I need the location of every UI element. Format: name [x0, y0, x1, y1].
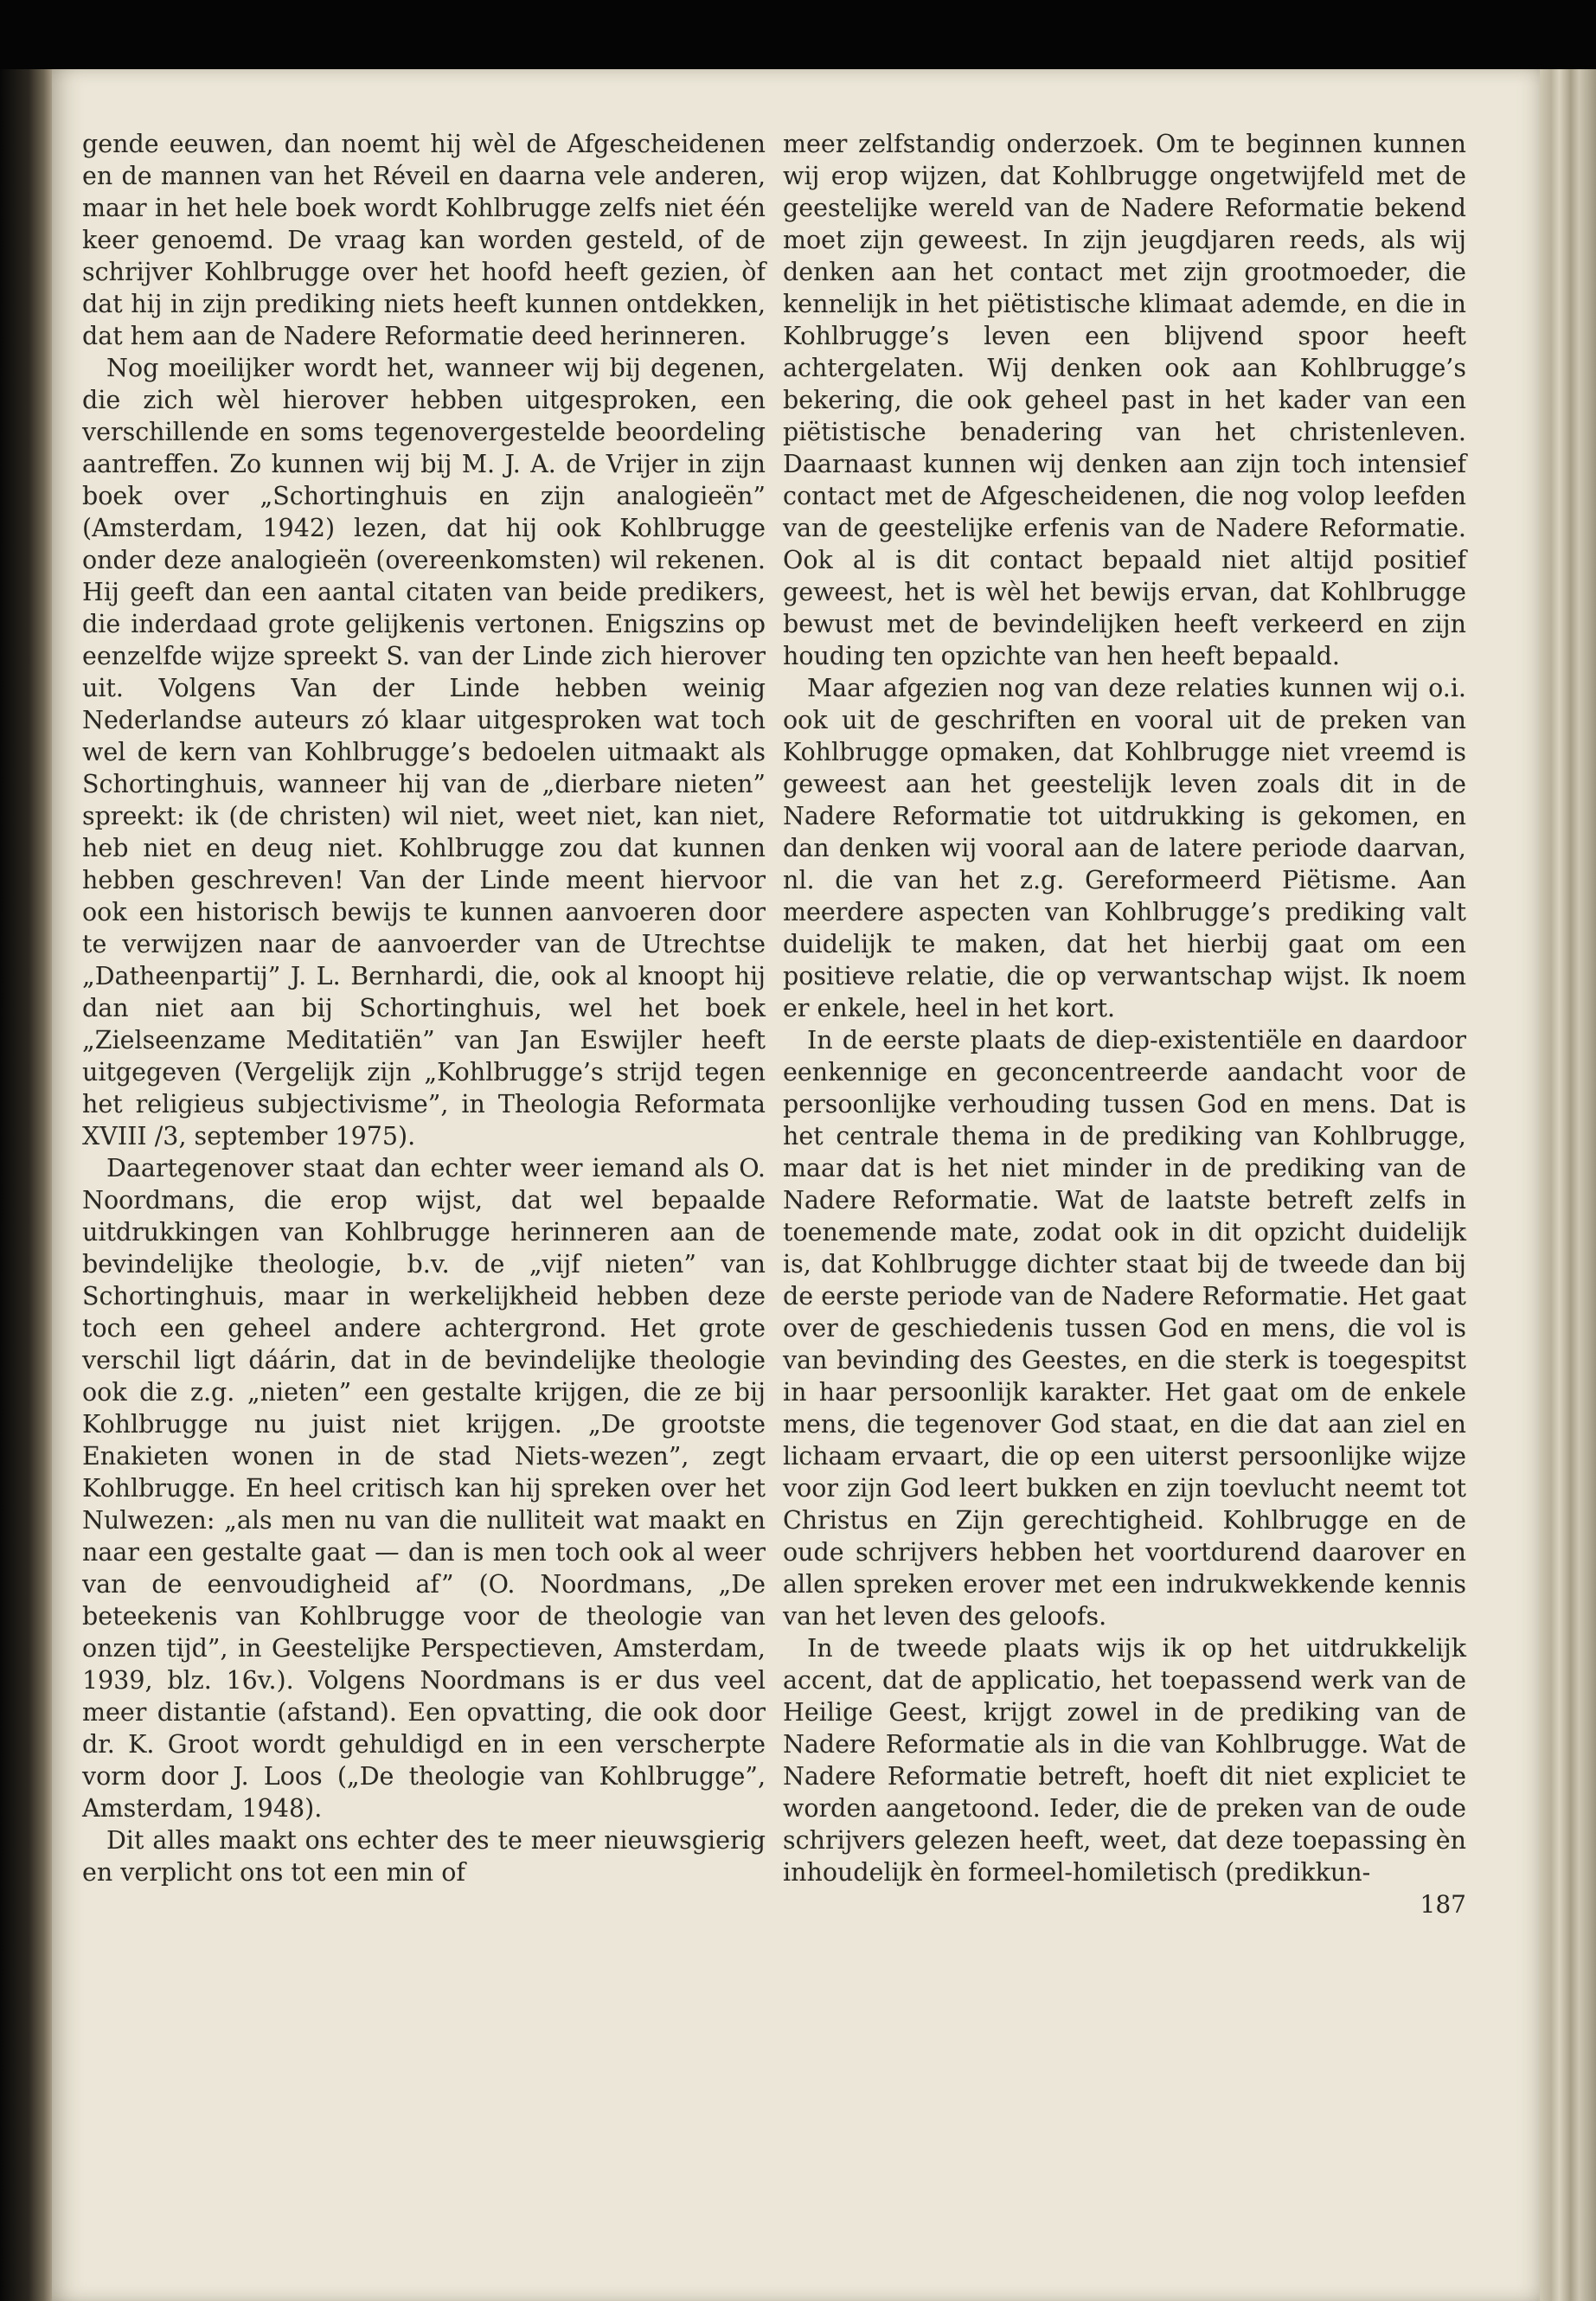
left-paragraph-2: Nog moeilijker wordt het, wanneer wij bij degenen, die zich wèl hierover hebben uitgesproken, een verschillende en soms tegenovergestelde beoordeling aantreffen. Zo kunnen wij bij M. J. A. de Vrijer in zijn boek over „Schortinghuis en zijn analogieën” (Amsterdam, 1942) lezen, dat hij ook Kohlbrugge onder deze analogieën (overeenkomsten) wil rekenen. Hij geeft dan een aantal citaten van beide predikers, die inderdaad grote gelijkenis vertonen. Enigszins op eenzelfde wijze spreekt S. van der Linde zich hierover uit. Volgens Van der Linde hebben weinig Nederlandse auteurs zó klaar uitgesproken wat toch wel de kern van Kohlbrugge’s bedoelen uitmaakt als Schortinghuis, wanneer hij van de „dierbare nieten” spreekt: ik (de christen) wil niet, weet niet, kan niet, heb niet en deug niet. Kohlbrugge zou dat kunnen hebben geschreven! Van der Linde meent hiervoor ook een historisch bewijs te kunnen aanvoeren door te verwijzen naar de aanvoerder van de Utrechtse „Datheenpartij” J. L. Bernhardi, die, ook al knoopt hij dan niet aan bij Schortinghuis, wel het boek „Zielseenzame Meditatiën” van Jan Eswijler heeft uitgegeven (Vergelijk zijn „Kohlbrugge’s strijd tegen het religieus subjectivisme”, in Theologia Reformata XVIII /3, september 1975). [82, 354, 766, 1150]
right-column [783, 128, 1466, 1923]
right-paragraph-3: In de eerste plaats de diep-existentiële en daardoor eenkennige en geconcentreerde aandacht voor de persoonlijke verhouding tussen God en mens. Dat is het centrale thema in de prediking van Kohlbrugge, maar dat is het niet minder in de prediking van de Nadere Reformatie. Wat de laatste betreft zelfs in toenemende mate, zodat ook in dit opzicht duidelijk is, dat Kohlbrugge dichter staat bij de tweede dan bij de eerste periode van de Nadere Reformatie. Het gaat over de geschiedenis tussen God en mens, die vol is van bevinding des Geestes, en die sterk is toegespitst in haar persoonlijk karakter. Het gaat om de enkele mens, die tegenover God staat, en die dat aan ziel en lichaam ervaart, die op een uiterst persoonlijke wijze voor zijn God leert bukken en zijn toevlucht neemt tot Christus en Zijn gerechtigheid. Kohlbrugge en de oude schrijvers hebben het voortdurend daarover en allen spreken erover met een indrukwekkende kennis van het leven des geloofs. [783, 1026, 1466, 1631]
left-paragraph-1: gende eeuwen, dan noemt hij wèl de Afgescheidenen en de mannen van het Réveil en daarna vele anderen, maar in het hele boek wordt Kohlbrugge zelfs niet één keer genoemd. De vraag kan worden gesteld, of de schrijver Kohlbrugge over het hoofd heeft gezien, òf dat hij in zijn prediking niets heeft kunnen ontdekken, dat hem aan de Nadere Reformatie deed herinneren. [82, 130, 766, 350]
page-number: 187 [1420, 1890, 1466, 1919]
page-edges [1540, 69, 1596, 2301]
right-paragraph-1: meer zelfstandig onderzoek. Om te beginnen kunnen wij erop wijzen, dat Kohlbrugge ongetwijfeld met de geestelijke wereld van de Nadere Reformatie bekend moet zijn geweest. In zijn jeugdjaren reeds, als wij denken aan het contact met zijn grootmoeder, die kennelijk in het piëtistische klimaat ademde, en die in Kohlbrugge’s leven een blijvend spoor heeft achtergelaten. Wij denken ook aan Kohlbrugge’s bekering, die ook geheel past in het kader van een piëtistische benadering van het christenleven. Daarnaast kunnen wij denken aan zijn toch intensief contact met de Afgescheidenen, die nog volop leefden van de geestelijke erfenis van de Nadere Reformatie. Ook al is dit contact bepaald niet altijd positief geweest, het is wèl het bewijs ervan, dat Kohlbrugge bewust met de bevindelijken heeft verkeerd en zijn houding ten opzichte van hen heeft bepaald. [783, 130, 1466, 670]
scan-top-border [0, 0, 1596, 69]
book-page [52, 69, 1540, 2301]
left-paragraph-4: Dit alles maakt ons echter des te meer nieuwsgierig en verplicht ons tot een min of [82, 1826, 766, 1887]
left-paragraph-3: Daartegenover staat dan echter weer iemand als O. Noordmans, die erop wijst, dat wel bepaalde uitdrukkingen van Kohlbrugge herinneren aan de bevindelijke theologie, b.v. de „vijf nieten” van Schortinghuis, maar in werkelijkheid hebben deze toch een geheel andere achtergrond. Het grote verschil ligt dáárin, dat in de bevindelijke theologie ook die z.g. „nieten” een gestalte krijgen, die ze bij Kohlbrugge nu juist niet krijgen. „De grootste Enakieten wonen in de stad Niets-wezen”, zegt Kohlbrugge. En heel critisch kan hij spreken over het Nulwezen: „als men nu van die nulliteit wat maakt en naar een gestalte gaat — dan is men toch ook al weer van de eenvoudigheid af” (O. Noordmans, „De beteekenis van Kohlbrugge voor de theologie van onzen tijd”, in Geestelijke Perspectieven, Amsterdam, 1939, blz. 16v.). Volgens Noordmans is er dus veel meer distantie (afstand). Een opvatting, die ook door dr. K. Groot wordt gehuldigd en in een verscherpte vorm door J. Loos („De theologie van Kohlbrugge”, Amsterdam, 1948). [82, 1154, 766, 1823]
left-column [82, 128, 766, 1888]
right-paragraph-4: In de tweede plaats wijs ik op het uitdrukkelijk accent, dat de applicatio, het toepassend werk van de Heilige Geest, krijgt zowel in de prediking van de Nadere Reformatie als in die van Kohlbrugge. Wat de Nadere Reformatie betreft, hoeft dit niet expliciet te worden aangetoond. Ieder, die de preken van de oude schrijvers gelezen heeft, weet, dat deze toepassing èn inhoudelijk èn formeel-homiletisch (predikkun- [783, 1634, 1466, 1887]
right-paragraph-2: Maar afgezien nog van deze relaties kunnen wij o.i. ook uit de geschriften en vooral uit de preken van Kohlbrugge opmaken, dat Kohlbrugge niet vreemd is geweest aan het geestelijk leven zoals dit in de Nadere Reformatie tot uitdrukking is gekomen, en dan denken wij vooral aan de latere periode daarvan, nl. die van het z.g. Gereformeerd Piëtisme. Aan meerdere aspecten van Kohlbrugge’s prediking valt duidelijk te maken, dat het hierbij gaat om een positieve relatie, die op verwantschap wijst. Ik noem er enkele, heel in het kort. [783, 674, 1466, 1022]
book-spine [0, 69, 52, 2301]
